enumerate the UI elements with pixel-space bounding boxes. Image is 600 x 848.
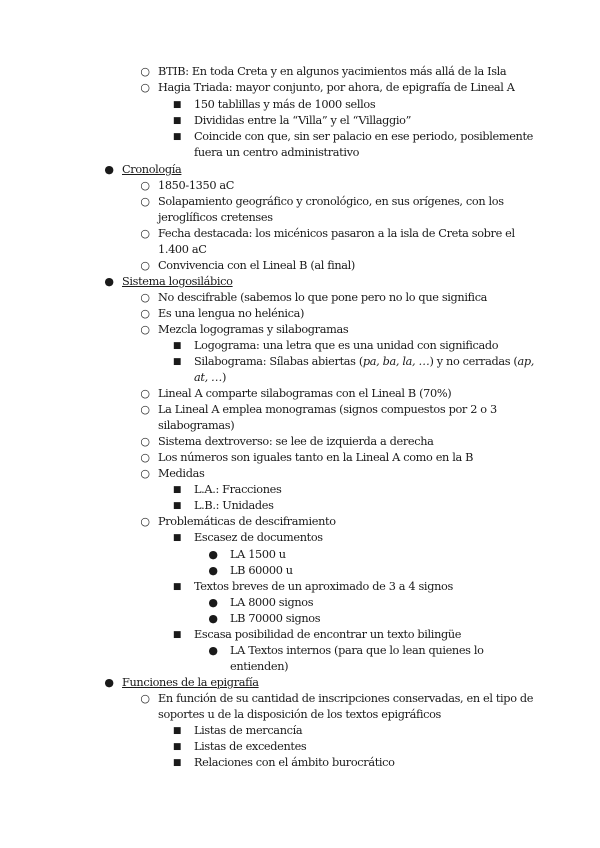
list-item: [0, 290, 580, 306]
section-heading: [0, 274, 580, 290]
item-text: Mezcla logogramas y silabogramas: [158, 323, 349, 336]
list-item: [0, 113, 580, 129]
square-bullet-icon: ■: [172, 341, 182, 351]
filled-circle-bullet-icon: ●: [208, 644, 218, 657]
item-text: Divididas entre la “Villa” y el “Villaggio”: [194, 114, 412, 127]
hollow-circle-bullet-icon: ○: [140, 65, 150, 78]
heading-funciones: Funciones de la epigrafía: [122, 676, 259, 689]
square-bullet-icon: ■: [172, 726, 182, 736]
item-text: [194, 370, 226, 386]
list-item: [0, 450, 580, 466]
item-text: BTIB: En toda Creta y en algunos yacimientos más allá de la Isla: [158, 65, 507, 78]
filled-circle-bullet-icon: ●: [208, 548, 218, 561]
list-item: [0, 723, 580, 739]
item-text: Relaciones con el ámbito burocrático: [194, 756, 395, 769]
list-item: [0, 482, 580, 498]
italic-examples: pa, ba, la, …: [362, 355, 430, 368]
list-item: [0, 306, 580, 322]
item-text: Lineal A comparte silabogramas con el Lineal B (70%): [158, 387, 452, 400]
item-text: Listas de mercancía: [194, 724, 303, 737]
item-text: Hagia Triada: mayor conjunto, por ahora, de epigrafía de Lineal A: [158, 81, 515, 94]
item-text: Escasez de documentos: [194, 531, 323, 544]
list-item-continuation: [0, 707, 580, 723]
list-item: [0, 498, 580, 514]
heading-sistema: Sistema logosilábico: [122, 275, 233, 288]
item-text: Escasa posibilidad de encontrar un texto bilingüe: [194, 628, 462, 641]
list-item-continuation: [0, 418, 580, 434]
item-text: No descifrable (sabemos lo que pone pero no lo que significa: [158, 291, 488, 304]
hollow-circle-bullet-icon: ○: [140, 692, 150, 705]
item-text: Fecha destacada: los micénicos pasaron a la isla de Creta sobre el: [158, 227, 515, 240]
list-item: [0, 755, 580, 771]
list-item: [0, 64, 580, 80]
list-item: [0, 611, 580, 627]
list-item: [0, 514, 580, 530]
hollow-circle-bullet-icon: ○: [140, 467, 150, 480]
square-bullet-icon: ■: [172, 485, 182, 495]
list-item: [0, 643, 580, 659]
filled-circle-bullet-icon: ●: [208, 564, 218, 577]
item-text: silabogramas): [158, 419, 235, 432]
item-text: 1850-1350 aC: [158, 179, 235, 192]
item-text: Los números son iguales tanto en la Lineal A como en la B: [158, 451, 474, 464]
hollow-circle-bullet-icon: ○: [140, 435, 150, 448]
hollow-circle-bullet-icon: ○: [140, 387, 150, 400]
item-text: L.A.: Fracciones: [194, 483, 282, 496]
item-text: Logograma: una letra que es una unidad con significado: [194, 339, 499, 352]
square-bullet-icon: ■: [172, 582, 182, 592]
section-heading: [0, 162, 580, 178]
item-text: LB 70000 signos: [230, 612, 321, 625]
list-item: [0, 80, 580, 96]
item-text: Sistema dextroverso: se lee de izquierda a derecha: [158, 435, 434, 448]
hollow-circle-bullet-icon: ○: [140, 403, 150, 416]
list-item-continuation: [0, 145, 580, 161]
hollow-circle-bullet-icon: ○: [140, 179, 150, 192]
item-text: 150 tablillas y más de 1000 sellos: [194, 98, 376, 111]
square-bullet-icon: ■: [172, 758, 182, 768]
list-item: [0, 226, 580, 242]
item-text: L.B.: Unidades: [194, 499, 274, 512]
list-item: [0, 627, 580, 643]
item-text: [194, 354, 534, 370]
hollow-circle-bullet-icon: ○: [140, 259, 150, 272]
item-text: Problemáticas de desciframiento: [158, 515, 336, 528]
hollow-circle-bullet-icon: ○: [140, 307, 150, 320]
filled-circle-bullet-icon: ●: [208, 612, 218, 625]
filled-circle-bullet-icon: ●: [208, 596, 218, 609]
list-item: [0, 178, 580, 194]
square-bullet-icon: ■: [172, 132, 182, 142]
item-text: 1.400 aC: [158, 243, 207, 256]
heading-cronologia: Cronología: [122, 163, 182, 176]
item-text: Medidas: [158, 467, 205, 480]
list-item: [0, 338, 580, 354]
list-item: [0, 322, 580, 338]
italic-examples: at, …: [194, 371, 223, 384]
square-bullet-icon: ■: [172, 630, 182, 640]
list-item: [0, 595, 580, 611]
hollow-circle-bullet-icon: ○: [140, 81, 150, 94]
list-item: [0, 97, 580, 113]
item-text: LA Textos internos (para que lo lean quienes lo: [230, 644, 484, 657]
filled-circle-bullet-icon: ●: [104, 163, 114, 176]
item-text: LA 8000 signos: [230, 596, 314, 609]
item-text: LA 1500 u: [230, 548, 286, 561]
item-text: LB 60000 u: [230, 564, 293, 577]
item-text: Coincide con que, sin ser palacio en ese periodo, posiblemente: [194, 130, 533, 143]
italic-examples: ap,: [517, 355, 534, 368]
square-bullet-icon: ■: [172, 357, 182, 367]
item-text: entienden): [230, 660, 289, 673]
filled-circle-bullet-icon: ●: [104, 676, 114, 689]
square-bullet-icon: ■: [172, 501, 182, 511]
list-item: [0, 402, 580, 418]
list-item-continuation: [0, 210, 580, 226]
item-text: En función de su cantidad de inscripciones conservadas, en el tipo de: [158, 692, 534, 705]
list-item: [0, 466, 580, 482]
text-run: ) y no cerradas (: [429, 355, 518, 368]
text-run: ): [222, 371, 227, 384]
list-item: [0, 129, 580, 145]
square-bullet-icon: ■: [172, 116, 182, 126]
hollow-circle-bullet-icon: ○: [140, 227, 150, 240]
item-text: soportes u de la disposición de los textos epigráficos: [158, 708, 442, 721]
list-item: [0, 547, 580, 563]
list-item: [0, 579, 580, 595]
item-text: Listas de excedentes: [194, 740, 307, 753]
square-bullet-icon: ■: [172, 533, 182, 543]
item-text: jeroglíficos cretenses: [158, 211, 273, 224]
list-item-continuation: [0, 659, 580, 675]
list-item: [0, 354, 580, 370]
list-item: [0, 258, 580, 274]
item-text: Convivencia con el Lineal B (al final): [158, 259, 355, 272]
hollow-circle-bullet-icon: ○: [140, 515, 150, 528]
list-item: [0, 563, 580, 579]
list-item: [0, 386, 580, 402]
hollow-circle-bullet-icon: ○: [140, 323, 150, 336]
square-bullet-icon: ■: [172, 100, 182, 110]
item-text: Solapamiento geográfico y cronológico, en sus orígenes, con los: [158, 195, 504, 208]
list-item: [0, 530, 580, 546]
square-bullet-icon: ■: [172, 742, 182, 752]
hollow-circle-bullet-icon: ○: [140, 195, 150, 208]
hollow-circle-bullet-icon: ○: [140, 451, 150, 464]
section-heading: [0, 675, 580, 691]
hollow-circle-bullet-icon: ○: [140, 291, 150, 304]
filled-circle-bullet-icon: ●: [104, 275, 114, 288]
list-item: [0, 739, 580, 755]
list-item: [0, 194, 580, 210]
item-text: Textos breves de un aproximado de 3 a 4 signos: [194, 580, 453, 593]
list-item: [0, 691, 580, 707]
list-item-continuation: [0, 242, 580, 258]
text-run: Silabograma: Sílabas abiertas (: [194, 355, 363, 368]
list-item: [0, 434, 580, 450]
item-text: fuera un centro administrativo: [194, 146, 360, 159]
item-text: La Lineal A emplea monogramas (signos compuestos por 2 o 3: [158, 403, 497, 416]
item-text: Es una lengua no helénica): [158, 307, 305, 320]
list-item-continuation: [0, 370, 580, 386]
